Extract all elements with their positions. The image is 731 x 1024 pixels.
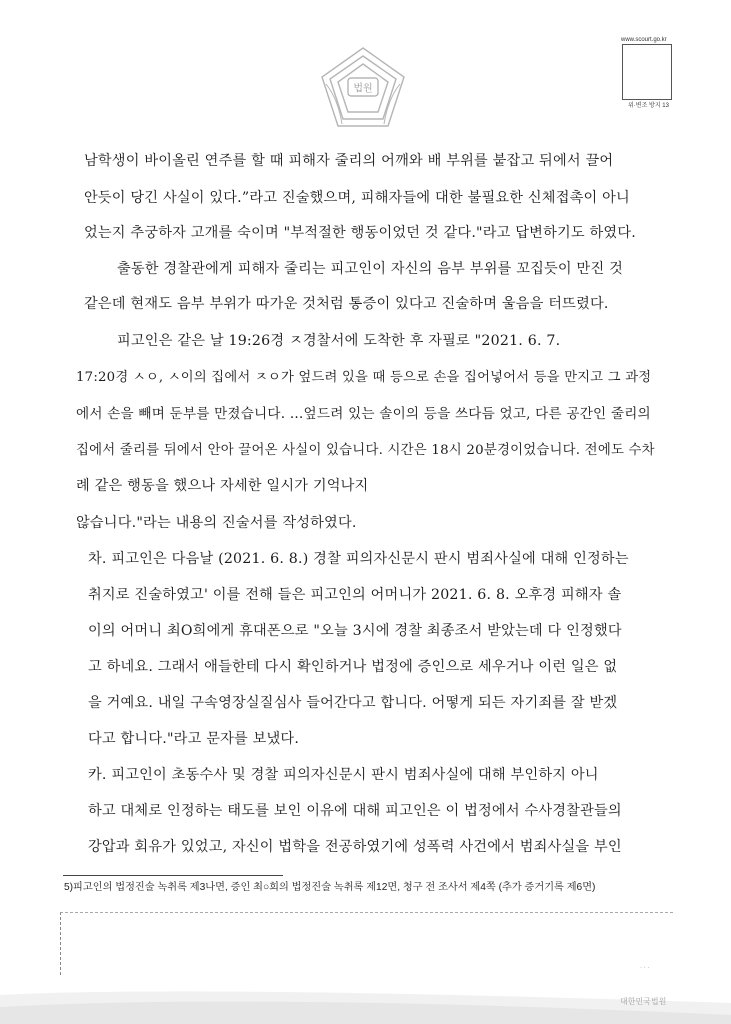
body-line: 피고인은 같은 날 19:26경 ㅈ경찰서에 도착한 후 자필로 "2021. 6. 7. [117,333,561,349]
body-line: 다고 합니다."라고 문자를 보냈다. [88,731,300,747]
body-line: 안듯이 당긴 사실이 있다.”라고 진술했으며, 피해자들에 대한 불필요한 신체접촉이 아니 [84,190,630,206]
body-line: 강압과 회유가 있었고, 자신이 법학을 전공하였기에 성폭력 사건에서 범죄사실을 부인 [88,839,622,855]
body-line: 17:20경 ㅅㅇ, ㅅ이의 집에서 ㅈㅇ가 엎드려 있을 때 등으로 손을 집어넣어서 등을 만지고 그 과정 [76,370,652,385]
seal-text: 법원 [353,83,373,95]
body-line: 차. 피고인은 다음날 (2021. 6. 8.) 경찰 피의자신문시 판시 범죄사실에 대해 인정하는 [88,551,629,567]
body-line: 집에서 줄리를 뒤에서 안아 끌어온 사실이 있습니다. 시간은 18시 20분경이었습니다. 전에도 수차 [76,443,655,458]
body-line: 고 하네요. 그래서 애들한테 다시 확인하거나 법정에 증인으로 세우거나 이런 일은 없 [88,659,618,675]
footnote-divider [63,875,283,876]
body-line: 었는지 추궁하자 고개를 숙이며 "부적절한 행동이었던 것 같다."라고 답변하기도 하였다. [84,225,636,241]
scan-frame [60,912,673,975]
body-line: 취지로 진술하였고' 이를 전해 들은 피고인의 어머니가 2021. 6. 8. 오후경 피해자 솔 [88,587,622,603]
body-line: 남학생이 바이올린 연주를 할 때 피해자 줄리의 어깨와 배 부위를 붙잡고 뒤에서 끌어 [84,153,614,169]
stamp-code: 위·변조 방지 13 [628,103,669,109]
body-line: 출동한 경찰관에게 피해자 줄리는 피고인이 자신의 음부 부위를 꼬집듯이 만진 것 [117,261,623,277]
body-line: 이의 어머니 최O희에게 휴대폰으로 "오늘 3시에 경찰 최종조서 받았는데 다 인정했다 [88,623,622,639]
body-line: 같은데 현재도 음부 부위가 따가운 것처럼 통증이 있다고 진술하며 울음을 터뜨렸다. [84,296,609,312]
footnote: 5)피고인의 법정진술 녹취록 제3나면, 증인 최○희의 법정진술 녹취록 제12면, 청구 전 조사서 제4쪽 (추가 증거기록 제6면) [64,882,596,893]
body-line: 례 같은 행동을 했으나 자세한 일시가 기억나지 [76,478,369,494]
stamp-url: www.scourt.go.kr [621,37,667,43]
body-line: 에서 손을 빼며 둔부를 만졌습니다. …엎드려 있는 솔이의 등을 쓰다듬 었고, 다른 공간인 줄리의 [76,406,651,422]
body-line: 하고 대체로 인정하는 태도를 보인 이유에 대해 피고인은 이 법정에서 수사경찰관들의 [88,803,622,819]
body-line: 않습니다."라는 내용의 진술서를 작성하였다. [76,515,357,531]
court-brand: 대한민국법원 [620,997,667,1006]
body-line: 을 거예요. 내일 구속영장실질심사 들어간다고 합니다. 어떻게 되든 자기죄를 잘 받겠 [88,695,618,711]
page-mark: · · · [640,965,650,971]
body-line: 카. 피고인이 초동수사 및 경찰 피의자신문시 판시 범죄사실에 대해 부인하지 아니 [88,767,599,783]
